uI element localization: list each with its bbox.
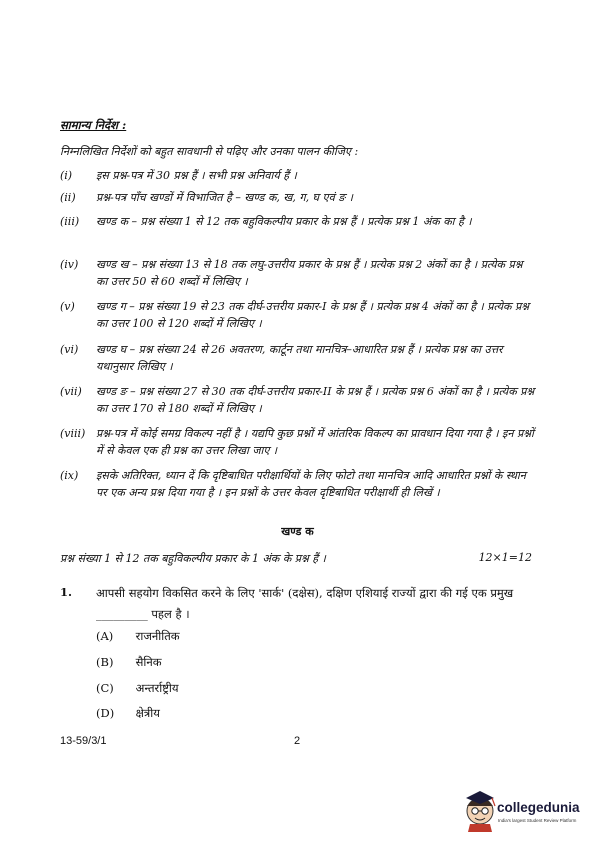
option-label: (C) (96, 681, 114, 695)
option-label: (B) (96, 655, 114, 669)
page-number: 2 (294, 735, 301, 747)
question-number: 1. (60, 585, 73, 599)
instruction-number: (ix) (60, 469, 79, 482)
option-label: (D) (96, 706, 115, 720)
instruction-number: (ii) (60, 191, 76, 204)
instruction-text: इसके अतिरिक्त, ध्यान दें कि दृष्टिबाधित परीक्षार्थियों के लिए फोटो तथा मानचित्र आदि आधारित प्रश्नों के स्थान पर एक अन्य प्रश्न दिया गया है । इन प्रश्नों के उत्तर केवल दृष्टिबाधित परीक्षार्थी ही लिखें । (96, 469, 526, 499)
instruction-item (60, 213, 536, 230)
instruction-number: (iii) (60, 215, 80, 228)
section-note: प्रश्न संख्या 1 से 12 तक बहुविकल्पीय प्रकार के 1 अंक के प्रश्न हैं । (60, 552, 326, 565)
instruction-item (60, 425, 536, 459)
instruction-number: (i) (60, 169, 73, 182)
instruction-text: प्रश्न-पत्र में कोई समग्र विकल्प नहीं है । यद्यपि कुछ प्रश्नों में आंतरिक विकल्प का प्रावधान दिया गया है । इन प्रश्नों में से केवल एक ही प्रश्न का उत्तर लिखा जाए । (96, 427, 534, 457)
instruction-text: प्रश्न-पत्र पाँच खण्डों में विभाजित है – खण्ड क, ख, ग, घ एवं ङ । (96, 191, 353, 204)
instruction-text: खण्ड ग – प्रश्न संख्या 19 से 23 तक दीर्घ-उत्तरीय प्रकार-I के प्रश्न हैं । प्रत्येक प्रश्न 4 अंकों का है । प्रत्येक प्रश्न का उत्तर 100 से 120 शब्दों में लिखिए । (96, 300, 530, 330)
section-marks: 12×1=12 (478, 551, 532, 564)
paper-code: 13-59/3/1 (60, 735, 107, 747)
general-instructions-heading: सामान्य निर्देश : (60, 118, 127, 132)
instruction-number: (vi) (60, 343, 79, 356)
instruction-item (60, 256, 536, 290)
option-label: (A) (96, 629, 114, 643)
instruction-item (60, 298, 536, 332)
instruction-item (60, 383, 536, 417)
question-text: आपसी सहयोग विकसित करने के लिए 'सार्क' (दक्षेस), दक्षिण एशियाई राज्यों द्वारा की गई एक प्रमुख _________ पहल है । (96, 586, 514, 621)
collegedunia-logo: collegedunia (497, 800, 580, 815)
instruction-number: (iv) (60, 258, 79, 271)
instruction-number: (v) (60, 300, 75, 313)
option-text: सैनिक (135, 655, 162, 669)
instruction-text: खण्ड ख – प्रश्न संख्या 13 से 18 तक लघु-उत्तरीय प्रकार के प्रश्न हैं । प्रत्येक प्रश्न 2 अंकों का है । प्रत्येक प्रश्न का उत्तर 50 से 60 शब्दों में लिखिए । (96, 258, 523, 288)
instruction-text: खण्ड ङ – प्रश्न संख्या 27 से 30 तक दीर्घ-उत्तरीय प्रकार-II के प्रश्न हैं । प्रत्येक प्रश्न 6 अंकों का है । प्रत्येक प्रश्न का उत्तर 170 से 180 शब्दों में लिखिए । (96, 385, 535, 415)
instruction-item (60, 467, 536, 501)
instructions-intro: निम्नलिखित निर्देशों को बहुत सावधानी से पढ़िए और उनका पालन कीजिए : (60, 145, 359, 158)
instruction-number: (vii) (60, 385, 82, 398)
instruction-item (60, 189, 536, 206)
instruction-item (60, 341, 536, 375)
instruction-item (60, 167, 536, 184)
instruction-number: (viii) (60, 427, 86, 440)
option-b (96, 655, 162, 670)
option-d (96, 706, 160, 721)
instruction-text: इस प्रश्न-पत्र में 30 प्रश्न हैं । सभी प्रश्न अनिवार्य हैं । (96, 169, 297, 182)
option-a (96, 629, 180, 644)
option-text: क्षेत्रीय (135, 706, 160, 720)
option-text: राजनीतिक (135, 629, 180, 643)
section-title: खण्ड क (281, 525, 314, 538)
instruction-text: खण्ड घ – प्रश्न संख्या 24 से 26 अवतरण, कार्टून तथा मानचित्र–आधारित प्रश्न हैं । प्रत्येक प्रश्न का उत्तर यथानुसार लिखिए । (96, 343, 503, 373)
instruction-text: खण्ड क – प्रश्न संख्या 1 से 12 तक बहुविकल्पीय प्रकार के प्रश्न हैं । प्रत्येक प्रश्न 1 अंक का है । (96, 215, 472, 228)
option-text: अन्तर्राष्ट्रीय (135, 681, 179, 695)
collegedunia-tagline: India's largest Student Review Platform (498, 818, 577, 823)
option-c (96, 681, 179, 696)
